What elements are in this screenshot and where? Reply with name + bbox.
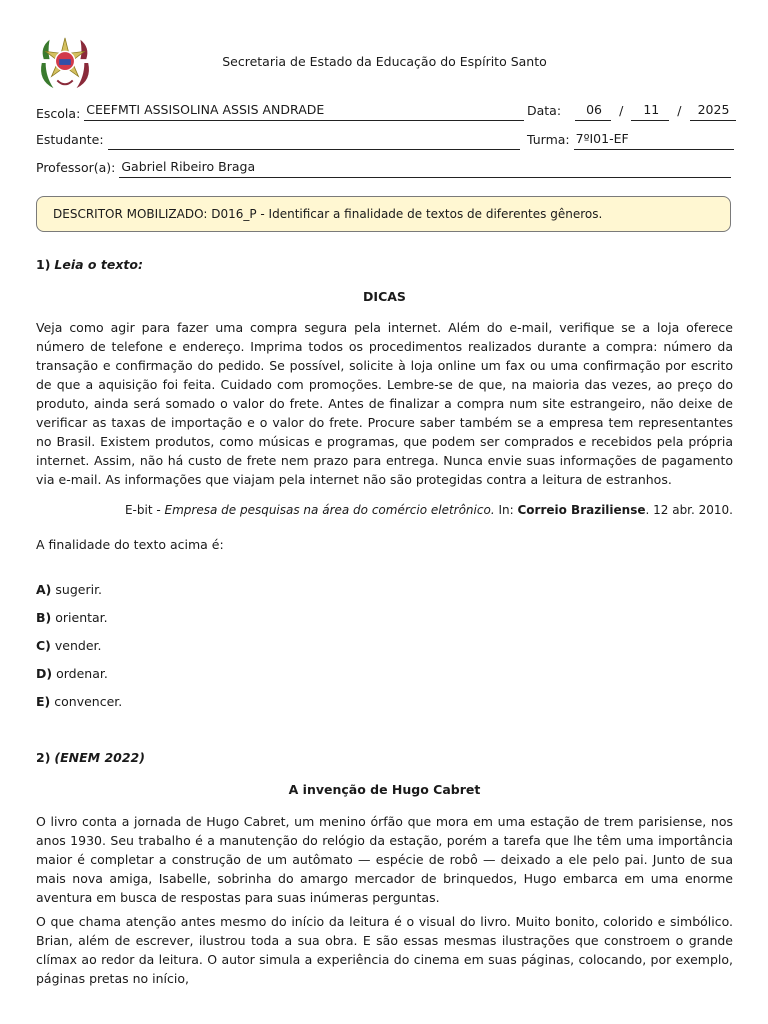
date-field-row <box>527 102 736 121</box>
source-publication: Correio Braziliense <box>517 503 646 517</box>
teacher-label: Professor(a): <box>36 160 116 175</box>
school-field-row <box>36 102 524 121</box>
option-letter: C) <box>36 638 51 653</box>
question-number: 2) <box>36 750 51 765</box>
text-body: Veja como agir para fazer uma compra segura pela internet. Além do e-mail, verifique se a loja oferece número de telefone e endereço. Imprima todos os procedimentos realizados durante a compra: número da transação e confirmação do pedido. Se possível, solicite à loja online um fax ou uma confirmação por escrito de que a aquisição foi feita. Cuidado com promoções. Lembre-se de que, na maioria das vezes, ao preço do produto, ainda será somado o valor do frete. Antes de finalizar a compra num site estrangeiro, não deixe de verificar as taxas de importação e o valor do frete. Procure saber também se a empresa tem representantes no Brasil. Existem produtos, como músicas e programas, que podem ser comprados e recebidos pela própria internet. Assim, não há custo de frete nem prazo para entrega. Nunca envie suas informações de pagamento via e-mail. As informações que viajam pela internet não são protegidas contra a leitura de estranhos. <box>36 320 733 487</box>
date-day-field[interactable]: 06 <box>575 102 611 121</box>
question-source-tag: (ENEM 2022) <box>54 750 145 765</box>
descriptor-label: DESCRITOR MOBILIZADO: <box>53 207 208 221</box>
question-prompt: A finalidade do texto acima é: <box>36 537 224 552</box>
date-month-field[interactable]: 11 <box>631 102 669 121</box>
school-field[interactable]: CEEFMTI ASSISOLINA ASSIS ANDRADE <box>84 102 524 121</box>
source-in: In: <box>498 503 514 517</box>
text-paragraph-2: O que chama atenção antes mesmo do início da leitura é o visual do livro. Muito bonito, colorido e simbólico. Brian, além de escrever, ilustrou toda a sua obra. E são essas mesmas ilustrações que constroem o grande clímax ao redor da leitura. O autor simula a experiência do cinema em suas páginas, colocando, por exemplo, páginas pretas no início, <box>36 914 733 986</box>
class-field-row <box>527 131 734 150</box>
option-d[interactable] <box>36 666 108 681</box>
source-description: Empresa de pesquisas na área do comércio eletrônico. <box>164 503 495 517</box>
option-text: ordenar. <box>56 666 108 681</box>
header-title: Secretaria de Estado da Educação do Espírito Santo <box>222 54 547 69</box>
option-text: convencer. <box>54 694 123 709</box>
option-text: vender. <box>54 638 102 653</box>
source-author: E-bit - <box>124 503 161 517</box>
option-letter: E) <box>36 694 51 709</box>
teacher-field-row <box>36 159 731 178</box>
option-e[interactable] <box>36 694 122 709</box>
date-year-field[interactable]: 2025 <box>690 102 736 121</box>
teacher-field[interactable]: Gabriel Ribeiro Braga <box>119 159 731 178</box>
document-page <box>36 0 733 1024</box>
text-title: A invenção de Hugo Cabret <box>288 782 481 797</box>
date-label: Data: <box>527 103 562 118</box>
date-separator: / <box>677 103 682 118</box>
school-label: Escola: <box>36 106 81 121</box>
option-text: sugerir. <box>55 582 103 597</box>
option-text: orientar. <box>55 610 108 625</box>
option-letter: B) <box>36 610 52 625</box>
source-date: . 12 abr. 2010. <box>645 503 733 517</box>
date-separator: / <box>619 103 624 118</box>
class-field[interactable]: 7ºI01-EF <box>574 131 734 150</box>
question-instruction: Leia o texto: <box>54 257 143 272</box>
descriptor-text: D016_P - Identificar a finalidade de textos de diferentes gêneros. <box>211 207 603 221</box>
option-c[interactable] <box>36 638 102 653</box>
option-letter: A) <box>36 582 52 597</box>
student-field-row <box>36 131 520 150</box>
question-1-heading <box>36 257 143 272</box>
descriptor-box <box>36 196 731 232</box>
class-label: Turma: <box>527 132 570 147</box>
option-letter: D) <box>36 666 53 681</box>
question-number: 1) <box>36 257 51 272</box>
question-2-heading <box>36 750 145 765</box>
option-a[interactable] <box>36 582 102 597</box>
option-b[interactable] <box>36 610 108 625</box>
student-label: Estudante: <box>36 132 104 147</box>
student-field[interactable] <box>108 131 520 150</box>
text-source <box>125 503 733 517</box>
text-title: DICAS <box>363 289 406 304</box>
text-paragraph-1: O livro conta a jornada de Hugo Cabret, um menino órfão que mora em uma estação de trem parisiense, nos anos 1930. Seu trabalho é a manutenção do relógio da estação, porém a tarefa que lhe têm uma importância maior é completar a construção de um autômato — espécie de robô — deixado a ele pelo pai. Junto de sua mais nova amiga, Isabelle, sobrinha do amargo mercador de brinquedos, Hugo embarca em uma enorme aventura em busca de respostas para suas inúmeras perguntas. <box>36 814 733 905</box>
